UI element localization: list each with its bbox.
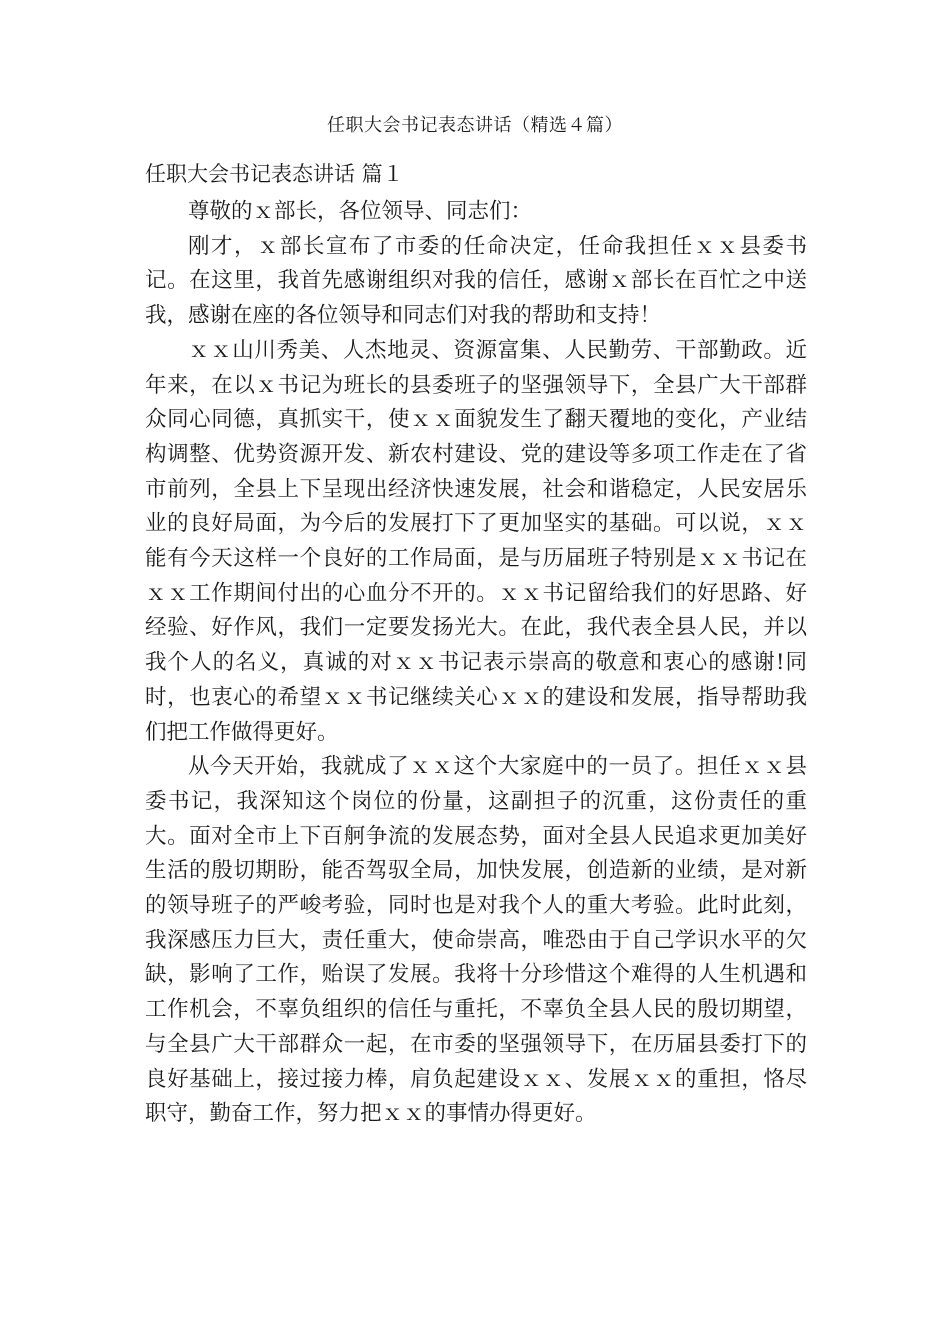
body-paragraph: ｘｘ山川秀美、人杰地灵、资源富集、人民勤劳、干部勤政。近年来，在以ｘ书记为班长的县委班子的坚强领导下，全县广大干部群众同心同德，真抓实干，使ｘｘ面貌发生了翻天覆地的变化，产业结构调整、优势资源开发、新农村建设、党的建设等多项工作走在了省市前列，全县上下呈现出经济快速发展，社会和谐稳定，人民安居乐业的良好局面，为今后的发展打下了更加坚实的基础。可以说，ｘｘ能有今天这样一个良好的工作局面，是与历届班子特别是ｘｘ书记在ｘｘ工作期间付出的心血分不开的。ｘｘ书记留给我们的好思路、好经验、好作风，我们一定要发扬光大。在此，我代表全县人民，并以我个人的名义，真诚的对ｘｘ书记表示崇高的敬意和衷心的感谢!同时，也衷心的希望ｘｘ书记继续关心ｘｘ的建设和发展，指导帮助我们把工作做得更好。	[145, 337, 807, 745]
section-heading: 任职大会书记表态讲话 篇１	[145, 162, 404, 186]
salutation-paragraph: 尊敬的ｘ部长，各位领导、同志们：	[188, 199, 533, 224]
body-paragraph: 从今天开始，我就成了ｘｘ这个大家庭中的一员了。担任ｘｘ县委书记，我深知这个岗位的份量，这副担子的沉重，这份责任的重大。面对全市上下百舸争流的发展态势，面对全县人民追求更加美好生活的殷切期盼，能否驾驭全局，加快发展，创造新的业绩，是对新的领导班子的严峻考验，同时也是对我个人的重大考验。此时此刻，我深感压力巨大，责任重大，使命崇高，唯恐由于自己学识水平的欠缺，影响了工作，贻误了发展。我将十分珍惜这个难得的人生机遇和工作机会，不辜负组织的信任与重托，不辜负全县人民的殷切期望，与全县广大干部群众一起，在市委的坚强领导下，在历届县委打下的良好基础上，接过接力棒，肩负起建设ｘｘ、发展ｘｘ的重担，恪尽职守，勤奋工作，努力把ｘｘ的事情办得更好。	[145, 754, 807, 1127]
document-body	[145, 195, 807, 1132]
body-paragraph: 刚才，ｘ部长宣布了市委的任命决定，任命我担任ｘｘ县委书记。在这里，我首先感谢组织对我的信任，感谢ｘ部长在百忙之中送我，感谢在座的各位领导和同志们对我的帮助和支持！	[145, 233, 807, 329]
document-title: 任职大会书记表态讲话（精选４篇）	[327, 115, 623, 136]
